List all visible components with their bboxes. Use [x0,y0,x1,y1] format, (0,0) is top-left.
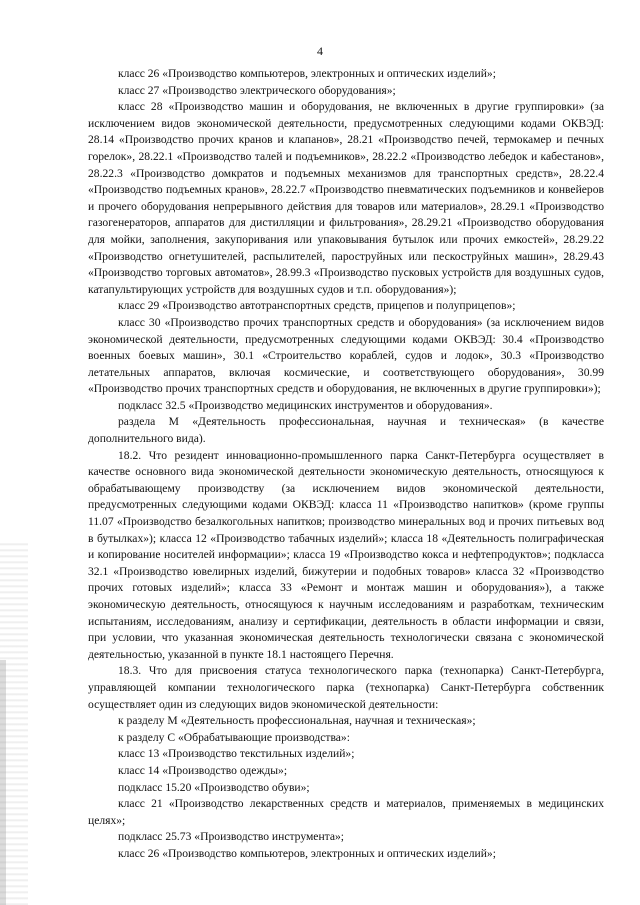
paragraph: подкласс 15.20 «Производство обуви»; [118,780,310,794]
paragraph: 18.3. Что для присвоения статуса технологического парка (технопарка) Санкт-Петербурга, управляющей компании технологического парка (технопарка) Санкт-Петербурга собственник осуществляет один из следующих видов экономической деятельности: [88,664,604,711]
paragraph: подкласс 32.5 «Производство медицинских инструментов и оборудования». [118,398,493,412]
paragraph: класс 30 «Производство прочих транспортных средств и оборудования» (за исключением видов экономической деятельности, предусмотренных следующими кодами ОКВЭД: 30.4 «Производство военных боевых машин», 30.1 «Строительство кораблей, судов и лодок», 30.3 «Производство летательных аппаратов, включая космические, и соответствующего оборудования», 30.99 «Производство прочих транспортных средств и оборудования, не включенных в другие группировки»); [88,315,604,396]
paragraph: подкласс 25.73 «Производство инструмента»; [118,830,345,844]
paragraph: класс 26 «Производство компьютеров, электронных и оптических изделий»; [118,846,496,860]
paragraph: класс 13 «Производство текстильных изделий»; [118,747,355,761]
scan-edge-shadow [0,660,6,905]
paragraph: к разделу М «Деятельность профессиональная, научная и техническая»; [118,714,476,728]
paragraph: класс 27 «Производство электрического оборудования»; [118,83,396,97]
paragraph: класс 28 «Производство машин и оборудования, не включенных в другие группировки» (за исключением видов экономической деятельности, предусмотренных следующими кодами ОКВЭД: 28.14 «Производство прочих кранов и клапанов», 28.21 «Производство печей, термокамер и печных горелок», 28.22.1 «Производство талей и подъемников», 28.22.2 «Производство лебедок и кабестанов», 28.22.3 «Производство домкратов и подъемных механизмов для транспортных средств», 28.22.4 «Производство подъемных кранов», 28.22.7 «Производство пневматических подъемников и конвейеров и прочего оборудования непрерывного действия для товаров или материалов», 28.29.1 «Производство газогенераторов, аппаратов для дистилляции и фильтрования», 28.29.21 «Производство оборудования для мойки, заполнения, закупоривания или упаковывания бутылок или прочих емкостей», 28.29.22 «Производство огнетушителей, распылителей, пароструйных или пескоструйных машин», 28.29.43 «Производство торговых автоматов», 28.99.3 «Производство пусковых устройств для воздушных судов, катапультирующих устройств для воздушных судов и т.п. оборудования»); [88,100,604,296]
paragraph: раздела М «Деятельность профессиональная, научная и техническая» (в качестве дополнительного вида). [88,415,604,446]
page-number: 4 [317,44,323,58]
document-body [88,66,604,863]
paragraph: 18.2. Что резидент инновационно-промышленного парка Санкт-Петербурга осуществляет в качестве основного вида экономической деятельности экономическую деятельность, относящуюся к обрабатывающему производству (за исключением видов экономической деятельности, предусмотренных следующими кодами ОКВЭД: класса 11 «Производство напитков» (кроме группы 11.07 «Производство безалкогольных напитков; производство минеральных вод и прочих питьевых вод в бутылках»); класса 12 «Производство табачных изделий»; класса 18 «Деятельность полиграфическая и копирование носителей информации»; класса 19 «Производство кокса и нефтепродуктов»; подкласса 32.1 «Производство ювелирных изделий, бижутерии и подобных товаров» класса 32 «Производство прочих готовых изделий»; класса 33 «Ремонт и монтаж машин и оборудования»), а также экономическую деятельность, относящуюся к научным исследованиям и разработкам, техническим испытаниям, исследованиям, анализу и сертификации, деятельность в области информации и связи, при условии, что указанная экономическая деятельность технологически связана с экономической деятельностью, указанной в пункте 18.1 настоящего Перечня. [88,448,604,661]
paragraph: класс 14 «Производство одежды»; [118,763,288,777]
paragraph: класс 26 «Производство компьютеров, электронных и оптических изделий»; [118,67,496,80]
paragraph: класс 29 «Производство автотранспортных средств, прицепов и полуприцепов»; [118,299,516,313]
paragraph: класс 21 «Производство лекарственных средств и материалов, применяемых в медицинских целях»; [88,797,604,827]
paragraph: к разделу С «Обрабатывающие производства»: [118,730,350,744]
